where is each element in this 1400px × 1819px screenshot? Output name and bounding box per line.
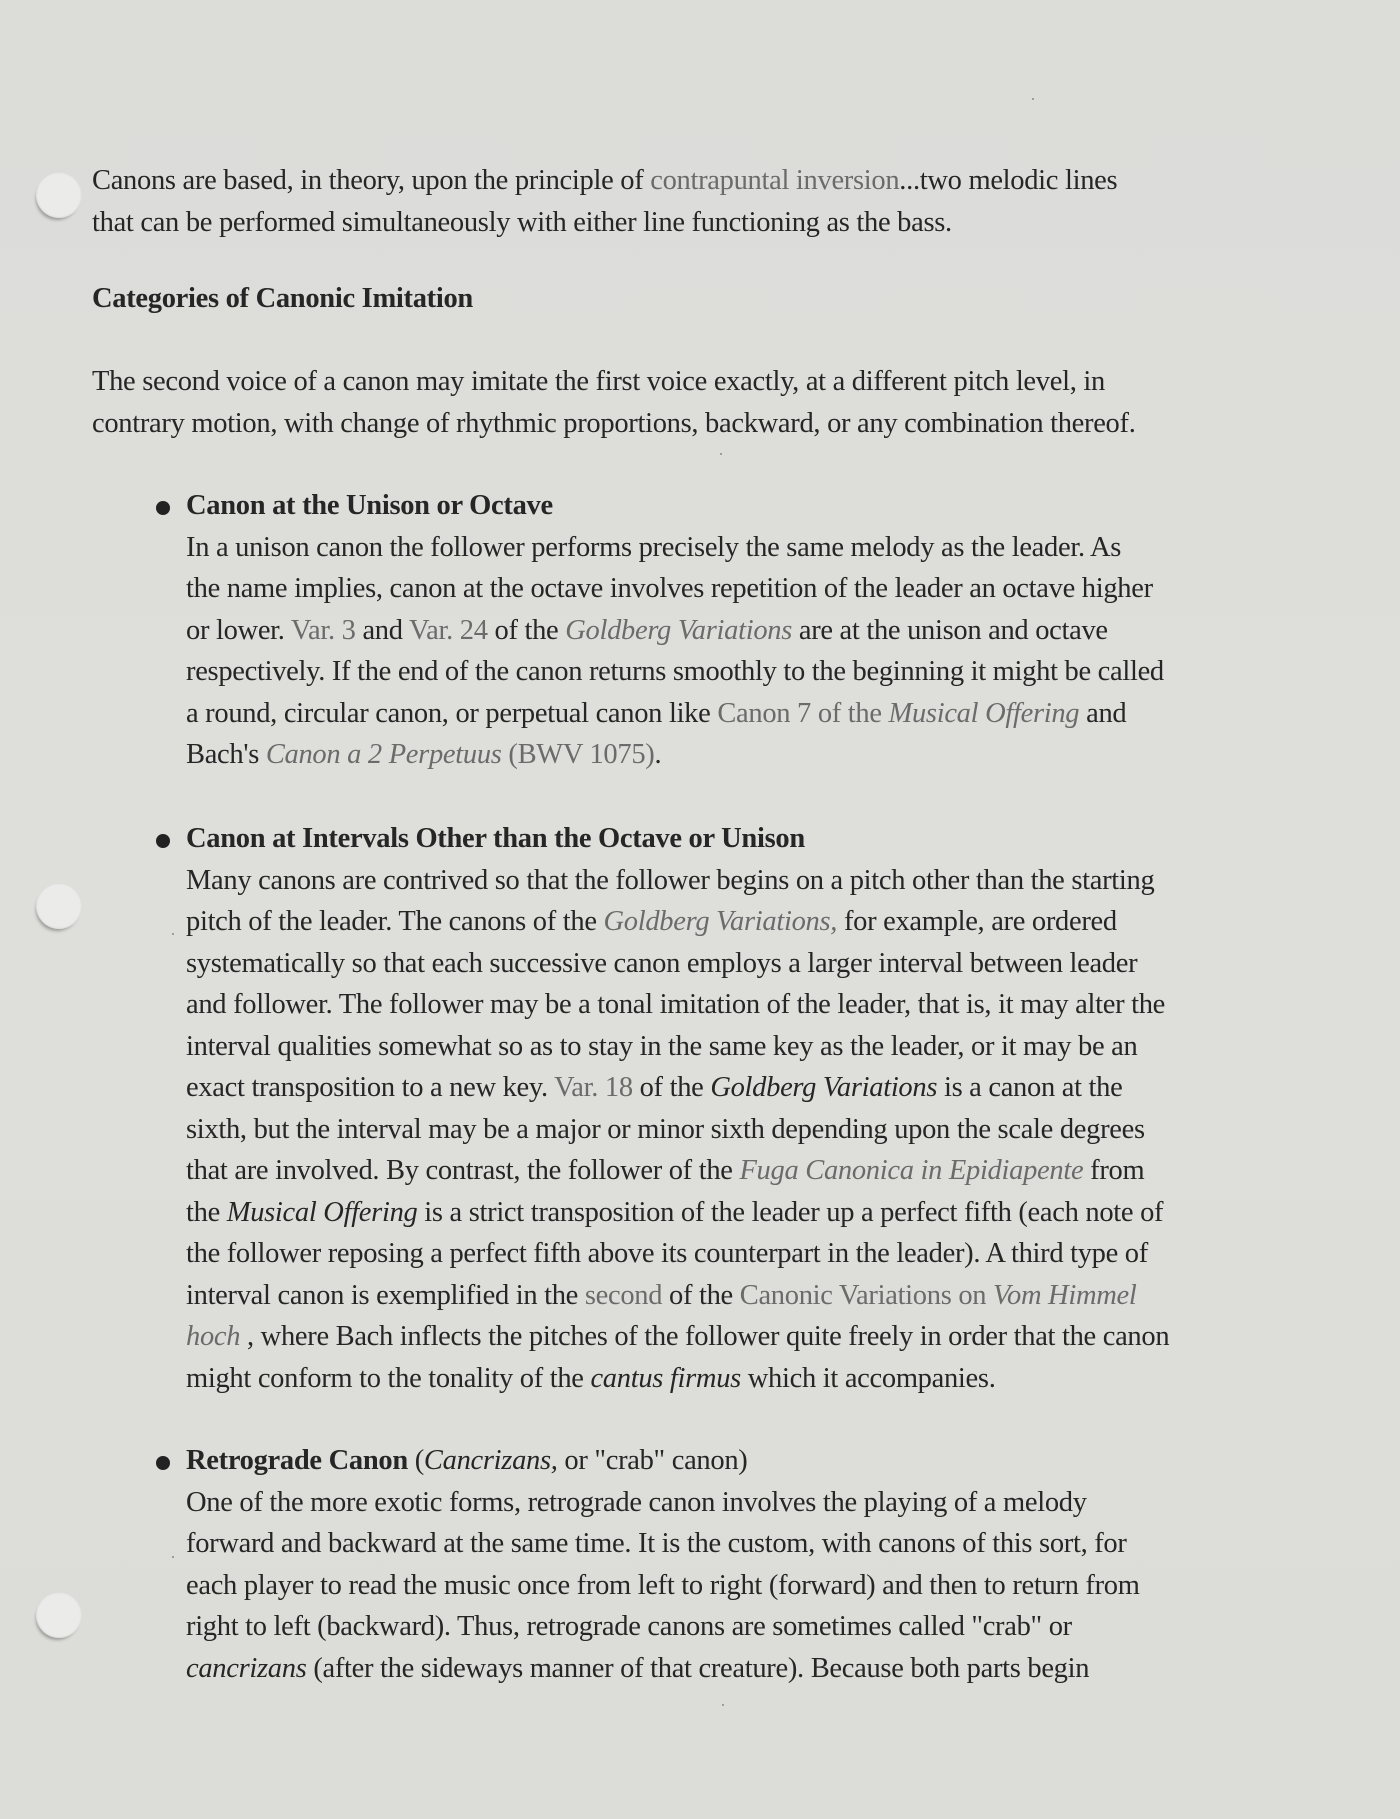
reference-second[interactable]: second xyxy=(584,1279,663,1311)
reference-var-3[interactable]: Var. 3 xyxy=(290,614,356,646)
bullet-canon-unison-octave: Canon at the Unison or Octave In a unison canon the follower performs precisely the same melody as the leader. As the name implies, canon at the octave involves repetition of the leader an octave higher or lower. Var. 3 and Var. 24 of the Goldberg Variations are at the unison and octave respectively. If the end of the canon returns smoothly to the beginning it might be called a round, circular canon, or perpetual canon like Canon 7 of the Musical Offering and Bach's Canon a 2 Perpetuus (BWV 1075). xyxy=(152,485,1302,776)
reference-hoch[interactable]: hoch xyxy=(186,1321,241,1352)
reference-contrapuntal-inversion[interactable]: contrapuntal inversion xyxy=(650,165,900,196)
scan-speck xyxy=(720,453,722,455)
intro-line-1: Canons are based, in theory, upon the principle of contrapuntal inversion...two melodic lines xyxy=(92,165,1118,196)
scan-speck xyxy=(1032,98,1034,100)
reference-goldberg-variations[interactable]: Goldberg Variations xyxy=(565,614,793,646)
reference-canonic-variations[interactable]: Canonic Variations on xyxy=(739,1279,994,1311)
cantus-firmus-term: cantus firmus xyxy=(590,1362,741,1394)
scan-speck xyxy=(722,1704,724,1706)
bullet-retrograde-canon: Retrograde Canon (Cancrizans, or "crab" canon) One of the more exotic forms, retrograde canon involves the playing of a melody forward and backward at the same time. It is the custom, with canons of this sort, for each player to read the music once from left to right (forward) and then to return from right to left (backward). Thus, retrograde canons are sometimes called "crab" or cancrizans (after the sideways manner of that creature). Because both parts begin xyxy=(152,1440,1302,1689)
intro-line-2: that can be performed simultaneously with either line functioning as the bass. xyxy=(92,206,952,238)
goldberg-variations-title: Goldberg Variations xyxy=(710,1072,938,1103)
reference-vom-himmel[interactable]: Vom Himmel xyxy=(993,1279,1137,1311)
bullet-icon xyxy=(156,834,170,848)
bullet-icon xyxy=(156,501,170,515)
section-heading: Categories of Canonic Imitation xyxy=(92,283,473,314)
bullet-canon-other-intervals: Canon at Intervals Other than the Octave or Unison Many canons are contrived so that the follower begins on a pitch other than the starting pitch of the leader. The canons of the Goldberg Variations, for example, are ordered systematically so that each successive canon employs a larger interval between leader and follower. The follower may be a tonal imitation of the leader, that is, it may alter the interval qualities somewhat so as to stay in the same key as the leader, or it may be an exact transposition to a new key. Var. 18 of the Goldberg Variations is a canon at the sixth, but the interval may be a major or minor sixth depending upon the scale degrees that are involved. By contrast, the follower of the Fuga Canonica in Epidiapente from the Musical Offering is a strict transposition of the leader up a perfect fifth (each note of the follower reposing a perfect fifth above its counterpart in the leader). A third type of interval canon is exemplified in the second of the Canonic Variations on Vom Himmel hoch , where Bach inflects the pitches of the follower quite freely in order that the canon might conform to the tonality of the cantus firmus which it accompanies. xyxy=(152,818,1302,1399)
bullet-title: Canon at the Unison or Octave xyxy=(186,490,553,521)
punch-hole-top xyxy=(36,172,82,218)
punch-hole-bottom xyxy=(36,1592,82,1638)
reference-bwv-1075[interactable]: (BWV 1075) xyxy=(501,739,655,770)
musical-offering-title: Musical Offering xyxy=(226,1196,418,1228)
reference-var-24[interactable]: Var. 24 xyxy=(409,614,488,646)
intro-paragraph xyxy=(92,160,1342,243)
reference-canon-a-2-perpetuus[interactable]: Canon a 2 Perpetuus xyxy=(265,739,502,770)
reference-var-18[interactable]: Var. 18 xyxy=(554,1072,633,1103)
bullet-title: Canon at Intervals Other than the Octave or Unison xyxy=(186,823,805,854)
reference-musical-offering[interactable]: Musical Offering xyxy=(888,697,1080,729)
bullet-icon xyxy=(156,1456,170,1470)
reference-fuga-canonica[interactable]: Fuga Canonica in Epidiapente xyxy=(739,1155,1084,1186)
bullet-title: Retrograde Canon xyxy=(186,1445,408,1476)
reference-canon-7[interactable]: Canon 7 of the xyxy=(717,697,889,729)
section-intro-paragraph: The second voice of a canon may imitate the first voice exactly, at a different pitch level, in contrary motion, with change of rhythmic proportions, backward, or any combination thereof. xyxy=(92,366,1136,439)
punch-hole-middle xyxy=(36,883,82,929)
reference-goldberg-variations[interactable]: Goldberg Variations, xyxy=(603,906,838,937)
